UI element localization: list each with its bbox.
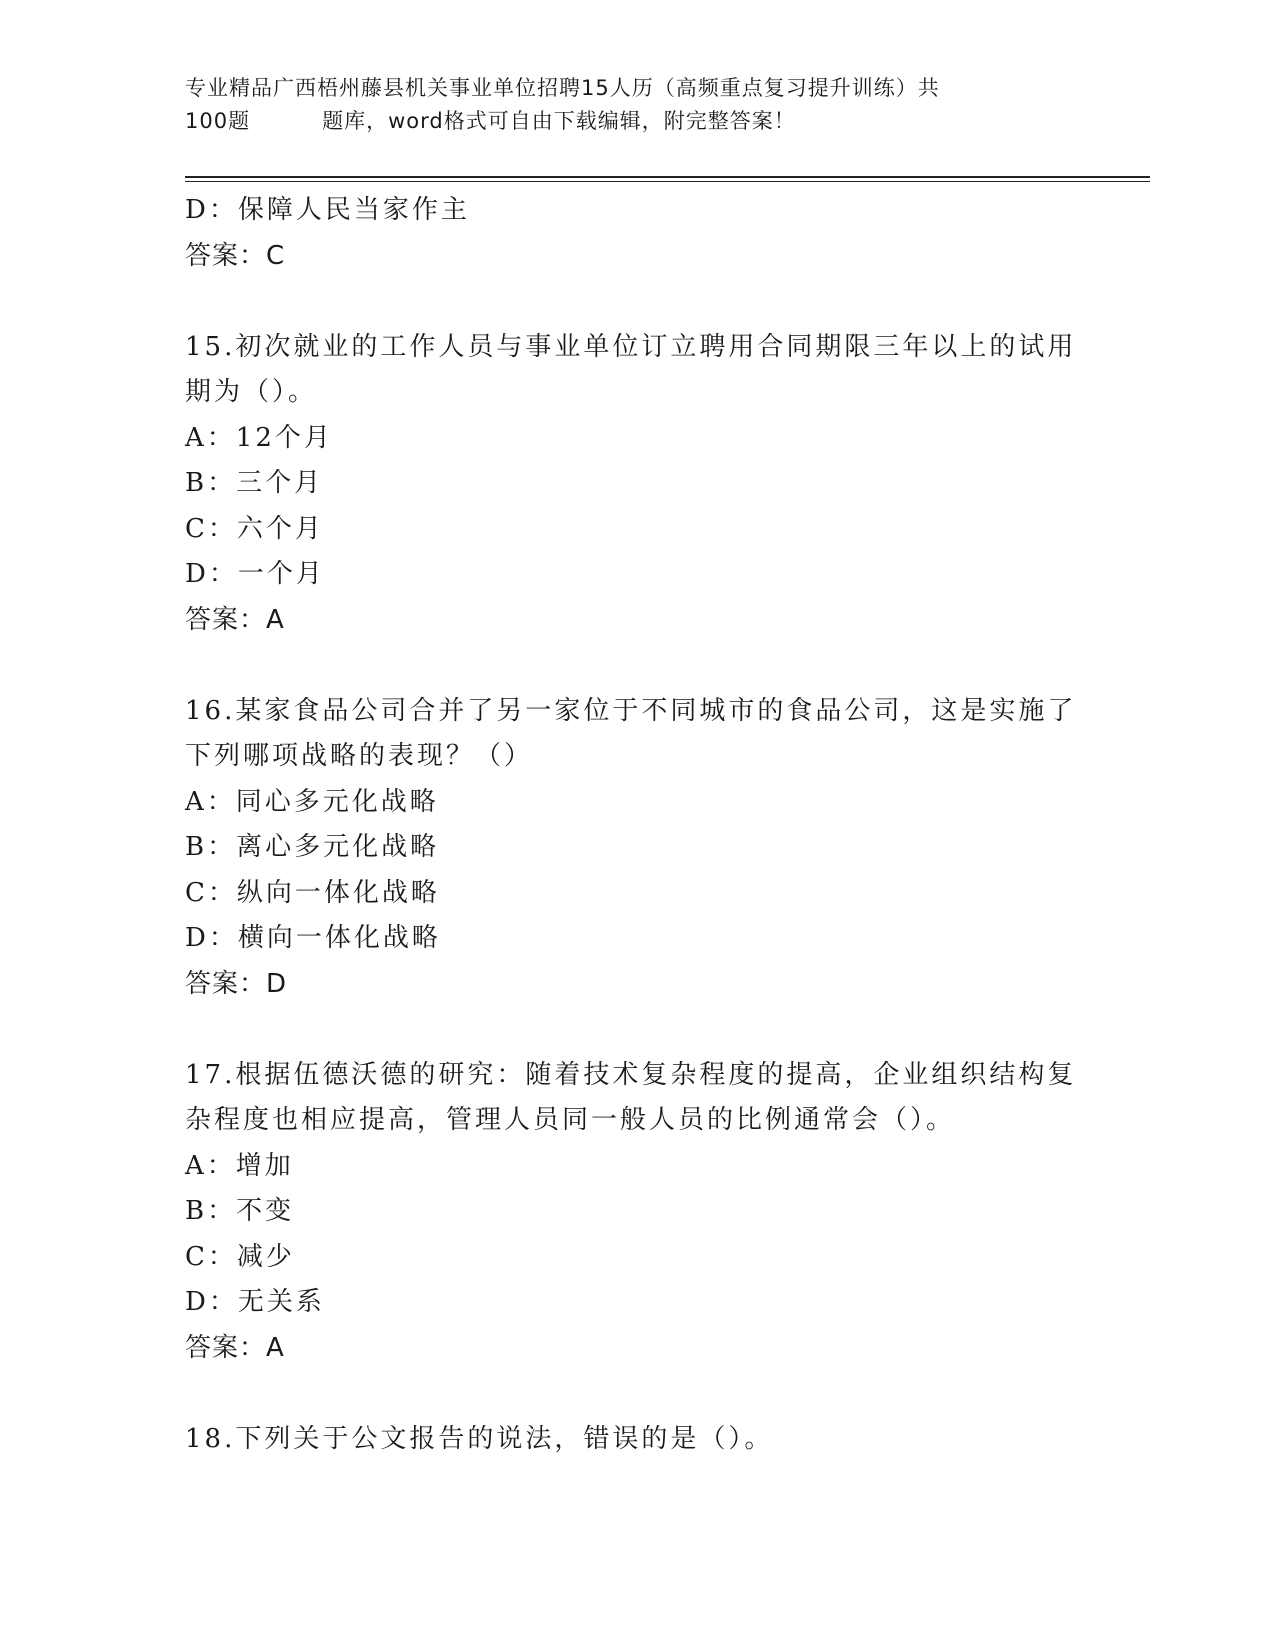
question-17-stem-line-1: 17.根据伍德沃德的研究：随着技术复杂程度的提高，企业组织结构复 [185, 1059, 1077, 1090]
question-17-option-b: B：不变 [185, 1196, 295, 1226]
question-16-option-d: D：横向一体化战略 [185, 923, 441, 953]
question-15-answer: 答案：A [185, 604, 285, 635]
question-16-option-b: B：离心多元化战略 [185, 832, 440, 862]
question-list [185, 188, 1085, 1462]
question-17-stem-line-2: 杂程度也相应提高，管理人员同一般人员的比例通常会（）。 [185, 1105, 956, 1135]
question-17-option-a: A：增加 [185, 1150, 294, 1181]
question-16-option-a: A：同心多元化战略 [185, 786, 439, 817]
prev-answer: 答案：C [185, 240, 286, 271]
document-header [185, 72, 1145, 138]
header-title-line-2 [185, 105, 1145, 138]
header-description: 题库，word格式可自由下载编辑，附完整答案！ [322, 109, 796, 133]
question-15 [185, 325, 1085, 644]
question-15-option-d: D：一个月 [185, 559, 325, 589]
question-15-stem-line-2: 期为（）。 [185, 377, 318, 407]
question-18 [185, 1417, 1085, 1463]
question-15-option-b: B：三个月 [185, 468, 324, 498]
question-18-stem-line-1: 18.下列关于公文报告的说法，错误的是（）。 [185, 1423, 774, 1454]
question-16 [185, 689, 1085, 1008]
question-17-answer: 答案：A [185, 1332, 285, 1363]
question-16-answer: 答案：D [185, 968, 288, 999]
question-17-option-d: D：无关系 [185, 1287, 325, 1317]
header-title-line-1: 专业精品广西梧州藤县机关事业单位招聘15人历（高频重点复习提升训练）共 [185, 76, 940, 100]
question-16-stem-line-2: 下列哪项战略的表现？（） [185, 741, 534, 771]
question-15-option-c: C：六个月 [185, 513, 324, 544]
header-divider-thin [185, 181, 1150, 182]
question-15-option-a: A：12个月 [185, 422, 333, 453]
question-17 [185, 1053, 1085, 1372]
prev-option-d: D：保障人民当家作主 [185, 195, 470, 225]
question-15-stem-line-1: 15.初次就业的工作人员与事业单位订立聘用合同期限三年以上的试用 [185, 331, 1077, 362]
question-16-option-c: C：纵向一体化战略 [185, 877, 440, 908]
header-divider-thick [185, 176, 1150, 178]
question-16-stem-line-1: 16.某家食品公司合并了另一家位于不同城市的食品公司，这是实施了 [185, 695, 1077, 726]
question-17-option-c: C：减少 [185, 1241, 295, 1272]
header-question-count: 100题 [185, 109, 251, 133]
